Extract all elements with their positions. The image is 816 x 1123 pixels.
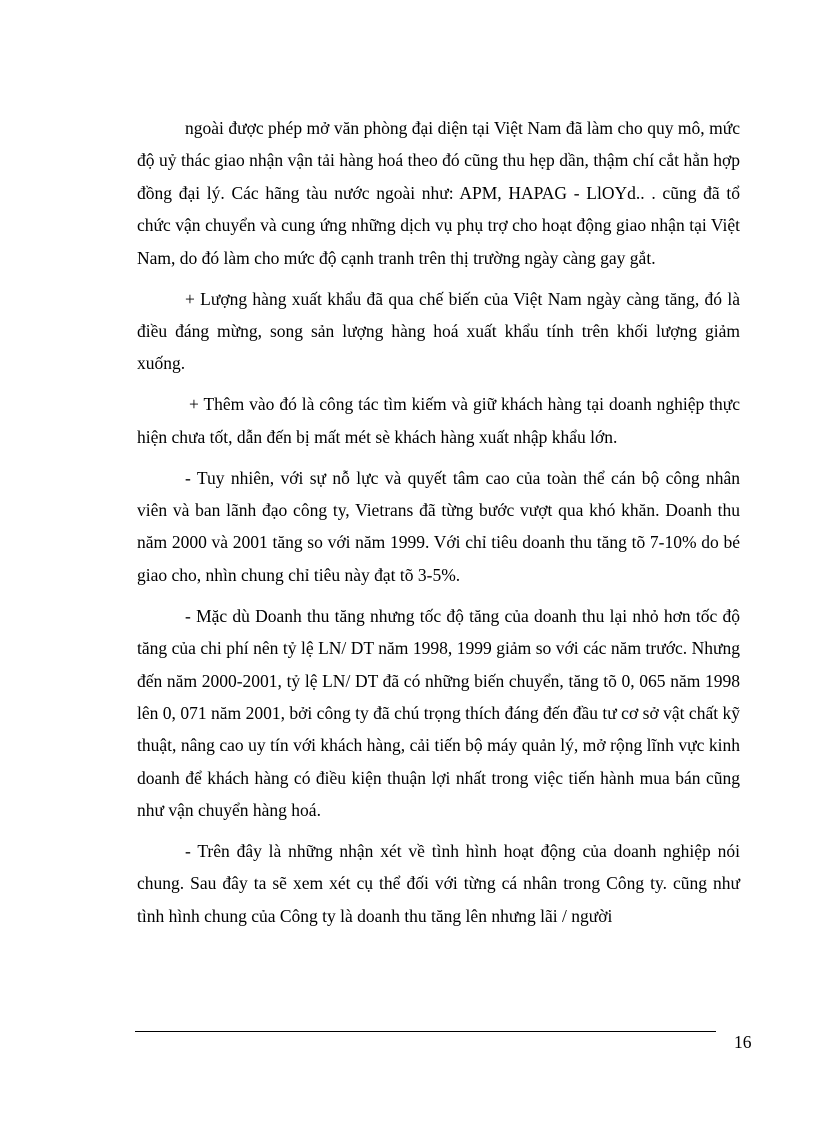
paragraph-customer-retention: + Thêm vào đó là công tác tìm kiếm và giữ khách hàng tại doanh nghiệp thực hiện chưa tốt, dẫn đến bị mất mét sè khách hàng xuất nhập khẩu lớn.: [137, 394, 740, 447]
paragraph-summary: - Trên đây là những nhận xét về tình hình hoạt động của doanh nghiệp nói chung. Sau đây ta sẽ xem xét cụ thể đối với từng cá nhân trong Công ty. cũng như tình hình chung của Công ty là doanh thu tăng lên nhưng lãi / người: [137, 841, 740, 926]
footer-divider: [135, 1031, 716, 1032]
paragraph-profit-ratio: - Mặc dù Doanh thu tăng nhưng tốc độ tăng của doanh thu lại nhỏ hơn tốc độ tăng của chi phí nên tỷ lệ LN/ DT năm 1998, 1999 giảm so với các năm trước. Nhưng đến năm 2000-2001, tỷ lệ LN/ DT đã có những biến chuyển, tăng tõ 0, 065 năm 1998 lên 0, 071 năm 2001, bởi công ty đã chú trọng thích đáng đến đầu tư cơ sở vật chất kỹ thuật, nâng cao uy tín với khách hàng, cải tiến bộ máy quản lý, mở rộng lĩnh vực kinh doanh để khách hàng có điều kiện thuận lợi nhất trong việc tiến hành mua bán cũng như vận chuyển hàng hoá.: [137, 605, 740, 821]
paragraph-export-volume: + Lượng hàng xuất khẩu đã qua chế biến của Việt Nam ngày càng tăng, đó là điều đáng mừng, song sản lượng hàng hoá xuất khẩu tính trên khối lượng giảm xuống.: [137, 288, 740, 374]
paragraph-foreign-agencies: ngoài được phép mở văn phòng đại diện tại Việt Nam đã làm cho quy mô, mức độ uỷ thác giao nhận vận tải hàng hoá theo đó cũng thu hẹp dần, thậm chí cắt hẳn hợp đồng đại lý. Các hãng tàu nước ngoài như: APM, HAPAG - LlOYd.. . cũng đã tổ chức vận chuyển và cung ứng những dịch vụ phụ trợ cho hoạt động giao nhận tại Việt Nam, do đó làm cho mức độ cạnh tranh trên thị trường ngày càng gay gắt.: [137, 118, 740, 268]
page-number: 16: [734, 1032, 752, 1052]
body-text: [137, 112, 740, 932]
paragraph-revenue-growth: - Tuy nhiên, với sự nỗ lực và quyết tâm cao của toàn thể cán bộ công nhân viên và ban lãnh đạo công ty, Vietrans đã từng bước vượt qua khó khăn. Doanh thu năm 2000 và 2001 tăng so với năm 1999. Với chỉ tiêu doanh thu tăng tõ 7-10% do bé giao cho, nhìn chung chỉ tiêu này đạt tõ 3-5%.: [137, 467, 740, 585]
